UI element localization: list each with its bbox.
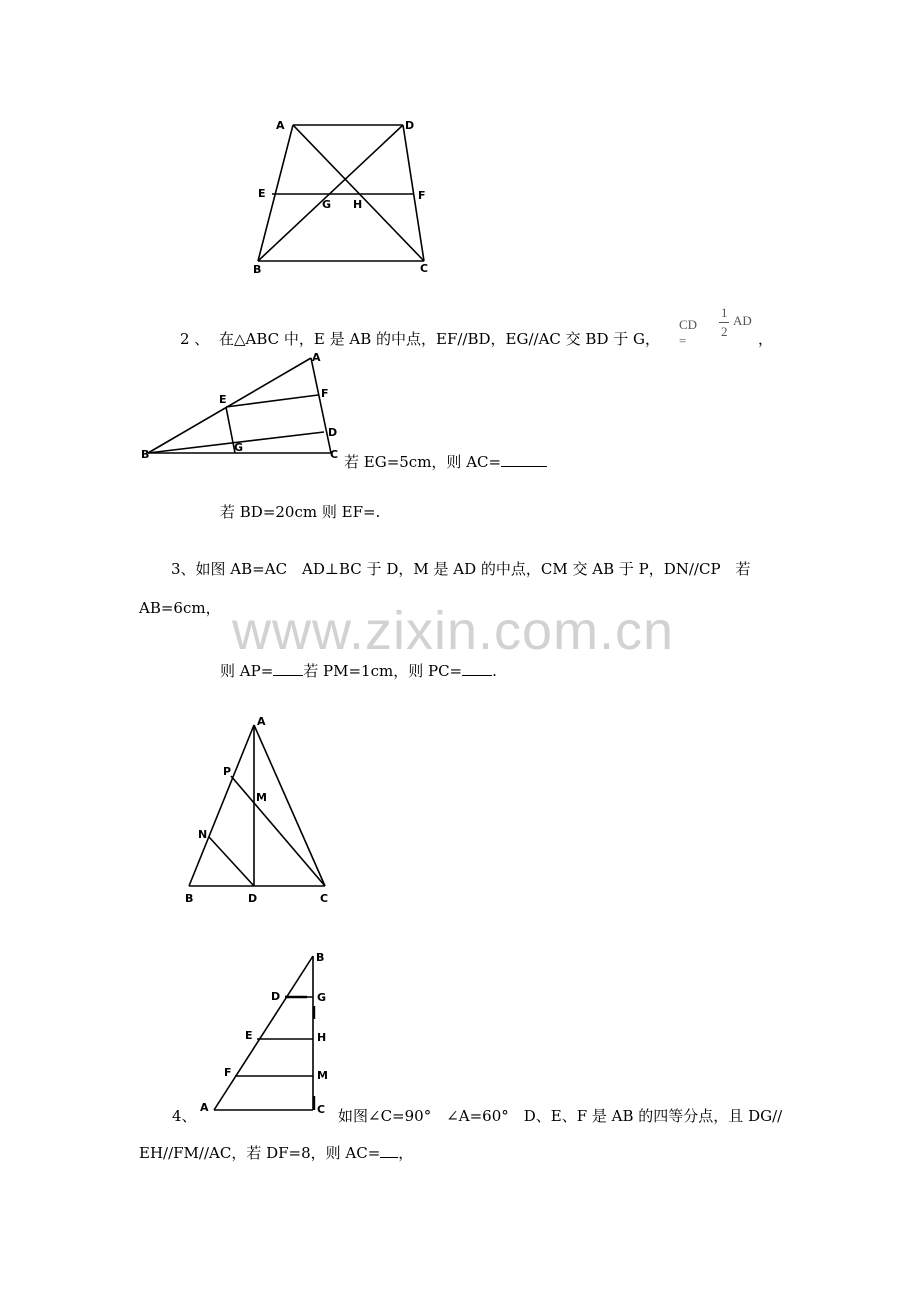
fig4-label-D: D [271,990,281,1003]
formula-numerator: 1 [721,305,728,320]
fig2-label-A: A [312,351,321,364]
q3-line1: 3、如图 AB=AC AD⊥BC 于 D，M 是 AD 的中点，CM 交 AB 于 P，DN∕∕CP 若 [171,560,751,578]
fig4-label-F: F [224,1066,232,1079]
fig2-label-D: D [328,426,338,439]
q4-line2-text: EH∕∕FM∕∕AC，若 DF=8，则 AC= [139,1144,381,1162]
q4-line1: 如图∠C=90° ∠A=60° D、E、F 是 AB 的四等分点，且 DG∕∕ [338,1107,783,1125]
fig1-label-F: F [418,189,426,202]
fig4-label-G: G [317,991,327,1004]
q3-ap-label: 则 AP= [220,662,274,680]
q2-line2-text: 若 EG=5cm，则 AC= [344,453,502,471]
q4-line2-comma: ， [398,1144,414,1162]
fig1-label-E: E [258,187,266,200]
fig4-label-M: M [317,1069,328,1082]
fig4-label-H: H [317,1031,327,1044]
q3-line2: AB=6cm， [139,599,221,617]
fig1-label-H: H [353,198,363,211]
q3-line3 [220,661,497,681]
fig3-label-M: M [256,791,267,804]
q2-trailing-comma: ， [758,330,774,348]
fig2-label-F: F [321,387,329,400]
fig3-label-P: P [223,765,232,778]
fig3-label-A: A [257,715,266,728]
figure-2-triangle [138,350,348,465]
fig2-label-C: C [330,448,339,461]
fig1-label-G: G [322,198,332,211]
fig2-label-B: B [141,448,150,461]
fig4-label-A: A [200,1101,209,1114]
fig1-label-B: B [253,263,262,276]
fig3-label-B: B [185,892,194,905]
q2-number: 2 、 [180,330,210,348]
q3-period: . [492,662,497,680]
q3-pc-label: 若 PM=1cm，则 PC= [303,662,463,680]
formula-lhs: CD = [679,317,698,348]
fig1-label-A: A [276,119,285,132]
fig4-label-B: B [316,951,325,964]
fig3-label-C: C [320,892,329,905]
formula-denominator: 2 [721,324,728,339]
q2-line2 [344,452,547,472]
q2-line3: 若 BD=20cm 则 EF=. [220,503,381,521]
figure-3-isosceles-triangle [180,712,340,907]
fig4-label-E: E [245,1029,253,1042]
formula-bar [719,322,729,323]
fig2-label-E: E [219,393,227,406]
formula-rhs: AD [733,313,752,328]
fig2-label-G: G [234,441,244,454]
q3-pc-blank [462,661,492,676]
figure-1-trapezoid [250,115,440,280]
q4-line2 [139,1143,413,1163]
fig1-label-C: C [420,262,429,275]
q4-ac-blank [380,1143,398,1158]
watermark: www.zixin.com.cn [232,601,675,661]
q3-ap-blank [273,661,303,676]
q2-text: 在△ABC 中，E 是 AB 的中点，EF∕∕BD，EG∕∕AC 交 BD 于 G， [219,330,660,348]
fig3-label-D: D [248,892,258,905]
figure-4-right-triangle [195,948,340,1118]
q4-number: 4、 [172,1107,197,1125]
fig3-label-N: N [198,828,208,841]
fig1-label-D: D [405,119,415,132]
q2-ac-blank [501,452,547,467]
fig4-label-C: C [317,1103,326,1116]
